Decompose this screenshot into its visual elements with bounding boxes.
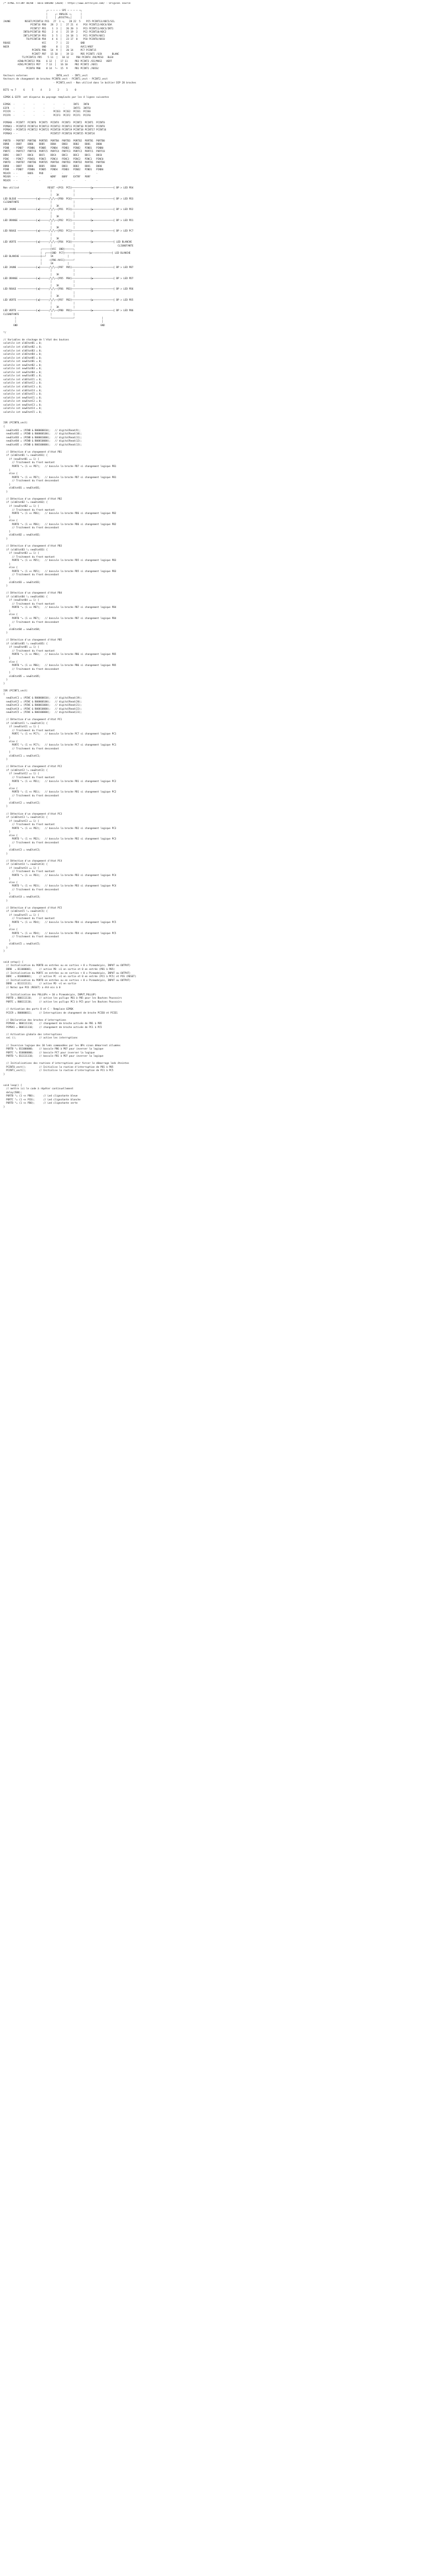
source-code-listing: /* ATMEL ATTINY 48/88 - Bäla DORINO (2020) - https://www.astrolyse.com/ - Original source ┌─ ─ ─ ─ ─ SPI ─ ─ ─ ─ ─┐ │ ┌─ ANALOG ─┐ │ │ │ ┌DIGITAL┐│ │ JAUNE RESET/PCINT14 PC6 27 1 ─┐ 28 22 5 PC5 PCINT13/ADC5/SCL PCINT16 PD0 28 2 │ 27 21 4 PC4 PCINT12/ADC4/SDA PCINT17 PD1 1 3 │ 26 20 3 PC3 PCINT11/ADC3/INT1 INT0/PCINT18 PD2 2 4 │ 25 19 2 PC2 PCINT10/ADC2 INT1/PCINT19 PD3 3 5 │ 24 18 1 PC1 PCINT9/ADC1 T0/PCINT20 PD4 4 6 │ 23 17 0 PC0 PCINT8/ADC0 ROUGE VCC 7 │ 22 GND NOIR GND 8 │ 21 AVCC/AREF PCINT6 PB6 14 9 │ 20 14 PC7 PCINT15 PCINT7 PB7 15 10 │ 19 13 PB5 PCINT5 /SCK BLANC T1/PCINT21 PD5 5 11 │ 18 12 PB4 PCINT4 /DO/MISO BLEU AIN0/PCINT22 PD6 6 12 │ 17 11 PB3 PCINT3 /DI/MOSI VERT AIN1/PCINT23 PD7 7 13 │ 16 10 PB2 PCINT2 /ADC1 PCINT0 PB0 8 14 └─ 15 9 PB1 PCINT1 /ADC0/ Vecteurs externes INT0_vect - INT1_vect Vecteurs de changement de broches PCINT0_vect - PCINT1_vect - PCINT2_vect - PCINT3_vect - Non utilisé dans le boîtier DIP 28 broches BITS ─► 7 6 5 4 3 2 1 0 GIMSK & GIFR ont disparus du paysage remplacés par les 4 lignes suivantes EIMSK - - - - - - INT1 INT0 EIFR - - - - - - INTF1 INTF0 PCICR - - - - PCIE3 PCIE2 PCIE1 PCIE0 PCIFR - - - - PCIF3 PCIF2 PCIF1 PCIF0 PCMSK0 - PCINT7 PCINT6 PCINT5 PCINT4 PCINT3 PCINT2 PCINT1 PCINT0 PCMSK1 - PCINT15 PCINT14 PCINT13 PCINT12 PCINT11 PCINT10 PCINT9 PCINT8 PCMSK2 - PCINT23 PCINT22 PCINT21 PCINT20 PCINT19 PCINT18 PCINT17 PCINT16 PCMSK3 - - - - PCINT27 PCINT26 PCINT25 PCINT24 PORTB - PORTB7 PORTB6 PORTB5 PORTB4 PORTB3 PORTB2 PORTB1 PORTB0 DDRB - DDB7 DDB6 DDB5 DDB4 DDB3 DDB2 DDB1 DDB0 PINB - PINB7 PINB6 PINB5 PINB4 PINB3 PINB2 PINB1 PINB0 PORTC - PORTC7 PORTC6 PORTC5 PORTC4 PORTC3 PORTC2 PORTC1 PORTC0 DDRC - DDC7 DDC6 DDC5 DDC4 DDC3 DDC2 DDC1 DDC0 PINC - PINC7 PINC6 PINC5 PINC4 PINC3 PINC2 PINC1 PINC0 PORTD - PORTD7 PORTD6 PORTD5 PORTD4 PORTD3 PORTD2 PORTD1 PORTD0 DDRD - DDD7 DDD6 DDD5 DDD4 DDD3 DDD2 DDD1 DDD0 PIND - PIND7 PIND6 PIND5 PIND4 PIND3 PIND2 PIND1 PIND0 MCUCR - - BODS PUD - - - - - MCUSR - - - - WDRF BORF EXTRF PORF MCUCR - - - - - - - - - Non utilisé RESET ─┤PC6 PC5├─────────────┤▶──────────────┤ BP > LED PD4 │ │ │ 1K │ LED BLEUE ─────────────┤◀├──────╱╲╱╲──┤PD0 PC4├─────────────┤▶──────────────┤ BP > LED PD3 CLIGNOTANTE │ │ │ 1K │ LED JAUNE ─────────────┤◀├──────╱╲╱╲──┤PD1 PC3├─────────────┤▶──────────────┤ BP > LED PD2 │ │ │ 1K │ LED ORANGE ────────────┤◀├──────╱╲╱╲──┤PD2 PC2├─────────────┤▶──────────────┤ BP > LED PD1 │ │ │ 1K │ LED ROUGE ─────────────┤◀├──────╱╲╱╲──┤PD3 PC1├─────────────┤▶──────────────┤ BP > LED PC7 │ │ │ 1K │ LED VERTE ─────────────┤◀├──────╱╲╱╲──┤PD4 PC0├─────────────┤▶──────────────┤ LED BLANCHE │ │ CLIGNOTANTE ┌──────┤VCC GND├──────┐ │ ┌───┤GND PC7├──────┼──────────┤▶──────────────┤ LED BLANCHE LED BLANCHE ──────────────┼──┘ 1K │ │ ─┤PB6 AVCC├──────┘ │ 1K │ LED JAUNE ─────────────┤◀├──────╱╲╱╲──┤PB7 PB5├─────────────┤▶──────────────┤ BP > LED PB7 │ │ │ 1K │ LED ORANGE ────────────┤◀├──────╱╲╱╲──┤PD5 PB4├─────────────┤▶──────────────┤ BP > LED PD7 │ │ │ 1K │ LED ROUGE ─────────────┤◀├──────╱╲╱╲──┤PD6 PB3├─────────────┤▶──────────────┤ BP > LED PD6 │ │ │ 1K │ LED VERTE ─────────────┤◀├──────╱╲╱╲──┤PD7 PB2├─────────────┤▶──────────────┤ BP > LED PD5 │ │ │ 1K │ LED VERTE ─────────────┤◀├──────╱╲╱╲──┤PB0 PB1├─────────────┤▶──────────────┤ BP > LED PB6 CLIGNOTANTE │ │ │ └───────────────┘ │ │ │ GND GND */ // Variables de stockage de l'état des boutons volatile int oldEtatB1 = 0; volatile int oldEtatB2 = 0; volatile int oldEtatB3 = 0; volatile int oldEtatB4 = 0; volatile int oldEtatB5 = 0; volatile int newEtatB1 = 0; volatile int newEtatB2 = 0; volatile int newEtatB3 = 0; volatile int newEtatB4 = 0; volatile int newEtatB5 = 0; volatile int oldEtatC1 = 0; volatile int oldEtatC2 = 0; volatile int oldEtatC3 = 0; volatile int oldEtatC4 = 0; volatile int oldEtatC5 = 0; volatile int newEtatC1 = 0; volatile int newEtatC2 = 0; volatile int newEtatC3 = 0; volatile int newEtatC4 = 0; volatile int newEtatC5 = 0; ISR (PCINT0_vect) { newEtatB1 = (PINB & B00000010); // digitalRead(9); newEtatB2 = (PINB & B00000100); // digitalRead(10); newEtatB3 = (PINB & B00001000); // digitalRead(11); newEtatB4 = (PINB & B00010000); // digitalRead(12); newEtatB5 = (PINB & B00100000); // digitalRead(13); // Détection d'un changement d'état PB1 if (oldEtatB1 != newEtatB1) { if (newEtatB1 == 1) { // Traitement du front montant PORTD ^= (1 << PD7); // bascule la broche PD7 si changement logique PB1 } else { PORTD ^= (1 << PD7); // bascule la broche PD7 si changement logique PB1 // Traitement du front descendant } oldEtatB1 = newEtatB1; } // Détection d'un changement d'état PB2 if (oldEtatB2 != newEtatB2) { if (newEtatB2 == 1) { // Traitement du front montant PORTD ^= (1 << PD6); // bascule la broche PD6 si changement logique PB2 } else { PORTD ^= (1 << PD6); // bascule la broche PD6 si changement logique PB2 // Traitement du front descendant } oldEtatB2 = newEtatB2; } // Détection d'un changement d'état PB3 if (oldEtatB3 != newEtatB3) { if (newEtatB3 == 1) { // Traitement du front montant PORTD ^= (1 << PD5); // bascule la broche PD5 si changement logique PB3 } else { PORTD ^= (1 << PD5); // bascule la broche PD5 si changement logique PB3 // Traitement du front descendant } oldEtatB3 = newEtatB3; } // Détection d'un changement d'état PB4 if (oldEtatB4 != newEtatB4) { if (newEtatB4 == 1) { // Traitement du front montant PORTB ^= (1 << PB7); // bascule la broche PB7 si changement logique PB4 } else { PORTB ^= (1 << PB7); // bascule la broche PB7 si changement logique PB4 // Traitement du front descendant } oldEtatB4 = newEtatB4; } // Détection d'un changement d'état PB5 if (oldEtatB5 != newEtatB5) { if (newEtatB5 == 1) { // Traitement du front montant PORTB ^= (1 << PB6); // bascule la broche PB6 si changement logique PB5 } else { PORTB ^= (1 << PB6); // bascule la broche PB6 si changement logique PB5 // Traitement du front descendant } oldEtatB5 = newEtatB5; } } ISR (PCINT1_vect) { newEtatC1 = (PINC & B00000010); // digitalRead(19); newEtatC2 = (PINC & B00000100); // digitalRead(20); newEtatC3 = (PINC & B00001000); // digitalRead(21); newEtatC4 = (PINC & B00010000); // digitalRead(22); newEtatC5 = (PINC & B00100000); // digitalRead(23); // Détection d'un changement d'état PC1 if (oldEtatC1 != newEtatC1) { if (newEtatC1 == 1) { // Traitement du front montant PORTC ^= (1 << PC7); // bascule la broche PC7 si changement logique PC1 } else { PORTC ^= (1 << PC7); // bascule la broche PC7 si changement logique PC1 // Traitement du front descendant } oldEtatC1 = newEtatC1; } // Détection d'un changement d'état PC2 if (oldEtatC2 != newEtatC2) { if (newEtatC2 == 1) { // Traitement du front montant PORTD ^= (1 << PD1); // bascule la broche PD1 si changement logique PC2 } else { PORTD ^= (1 << PD1); // bascule la broche PD1 si changement logique PC2 // Traitement du front descendant } oldEtatC2 = newEtatC2; } // Détection d'un changement d'état PC3 if (oldEtatC3 != newEtatC3) { if (newEtatC3 == 1) { // Traitement du front montant PORTD ^= (1 << PD2); // bascule la broche PD2 si changement logique PC3 } else { PORTD ^= (1 << PD2); // bascule la broche PD2 si changement logique PC3 // Traitement du front descendant } oldEtatC3 = newEtatC3; } // Détection d'un changement d'état PC4 if (oldEtatC4 != newEtatC4) { if (newEtatC4 == 1) { // Traitement du front montant PORTD ^= (1 << PD3); // bascule la broche PD3 si changement logique PC4 } else { PORTD ^= (1 << PD3); // bascule la broche PD3 si changement logique PC4 // Traitement du front descendant } oldEtatC4 = newEtatC4; } // Détection d'un changement d'état PC5 if (oldEtatC5 != newEtatC5) { if (newEtatC5 == 1) { // Traitement du front montant PORTD ^= (1 << PD4); // bascule la broche PD4 si changement logique PC5 } else { PORTD ^= (1 << PD4); // bascule la broche PD4 si changement logique PC5 // Traitement du front descendant } oldEtatC5 = newEtatC5; } } void setup() { // Initialisation du PORTB en entrées ou en sorties + 8 x Pinmode(pin, INPUT ou OUTPUT) DDRB = B11000001; // active PB ->1 en sortie et 0 en entrée (PB1 à PB5) // Initialisation du PORTC en entrées ou en sorties + 8 x Pinmode(pin, INPUT ou OUTPUT) DDRC = B10000001; // active PC ->1 en sortie et 0 en entrée (PC1 à PC5) et PC6 (RESET) // Initialisation du PORTD en entrées ou en sorties + 8 x Pinmode(pin, INPUT ou OUTPUT) DDRD = B11111111; // active PD ->1 en sortie // Notez que PC6 (RESET) a été mis à 0 // Initialisation des PULLUPs + 10 x Pinmode(pin, INPUT_PULLUP) PORTB = B00111110; // active les pullups PB1 à PB5 pour les Boutons Poussoirs PORTC = B00111110; // active les pullups PC1 à PC5 pour les Boutons Poussoirs // Activation des ports B et C - Remplace GIMSK PCICR = B00000011; // Interruptions de changement de broche PCIE0 et PCIE1 // Déclaration des broches d'interruptions PCMSK0 = B00111110; // changement de broche activée de PB1 à PB5 PCMSK1 = B00111110; // changement de broche activée de PC1 à PC5 // Activation globale des interruptions sei (); // active les interruptions // Inversion logique des 10 leds commandées par les BPs sinon démarrent allumées PORTB ^= B11000000; // bascule PB6 à PB7 pour inverser la logique PORTC ^= B10000000; // bascule PC7 pour inverser la logique PORTD ^= B11111110; // bascule PD1 à PD7 pour inverser la logique // Initialisations des routines d'interruptions pour forcer le démarrage leds éteintes PCINT0_vect(); // Initialise la routine d'interruption de PB1 à PB5 PCINT1_vect(); // Initialise la routine d'interruption de PC1 à PC5 } void loop() { // mettre ici le code à répéter continuellement delay(500); PORTB ^= (1 << PB0); // Led clignotante bleue PORTC ^= (1 << PC0); // Led clignotante blanche PORTD ^= (1 << PD0); // Led clignotante verte } <box>3 2 136 1109</box>
